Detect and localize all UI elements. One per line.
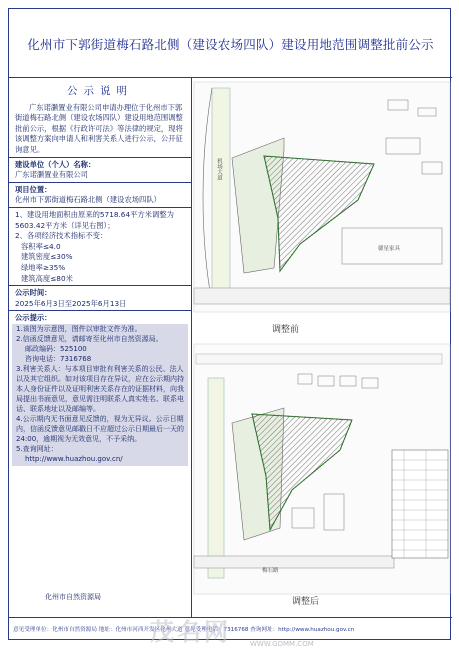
- caption-before: 调整前: [272, 325, 300, 335]
- map-before: [194, 82, 450, 335]
- south-road: [194, 288, 450, 304]
- height-limit-value: 建筑高度≤80米: [21, 273, 73, 283]
- east-road-label: 机场大道: [216, 158, 222, 180]
- green-ratio-value: 绿地率≥35%: [21, 262, 66, 272]
- query-url-link[interactable]: http://www.huazhou.gov.cn/: [25, 454, 123, 463]
- applicant-value: 广东诺灏置业有限公司: [15, 170, 88, 180]
- notice-item: 4.公示期内无书面意见反馈的，视为无异议。公示日期内，信函反馈意见邮戳日不应超过公示日期最后一天的24:00，逾期视为无效意见，不予采纳。: [16, 414, 184, 443]
- coordinate-table: [392, 450, 448, 558]
- project-value: 化州市下郭街道梅石路北侧（建设农场四队）: [15, 195, 161, 205]
- notice-item: 3.利害关系人：与本项目审批有利害关系的公民、法人以及其它组织。如对该项目存在异议，应在公示期内持本人身份证件以及证明利害关系存在的证据材料，向我局提出书面意见，意见需注明联系人真实姓名、联系电话、联系地址以及邮编等。: [16, 364, 184, 413]
- section-title: 公示说明: [67, 85, 133, 97]
- east-road: [212, 88, 230, 298]
- far-value: 容积率≤4.0: [21, 241, 61, 251]
- intro-paragraph: 广东诺灏置业有限公司申请办理位于化州市下郭街道梅石路北侧（建设农场四队）建设用地范围调整批前公示，根据《行政许可法》等法律的规定，现将该调整方案向申请人和利害关系人进行公示，公开征询意见。: [15, 102, 183, 154]
- notice-phone: 咨询电话：7316768: [25, 354, 92, 363]
- authority-name: 化州市自然资源局: [45, 593, 101, 602]
- east-road-after: [208, 378, 224, 578]
- applicant-label: 建设单位（个人）名称：: [15, 159, 96, 169]
- notice-item: 2.信函反馈意见，请邮寄至化州市自然资源局。: [16, 334, 163, 343]
- divider: [9, 182, 191, 183]
- period-label: 公示时间：: [15, 288, 52, 298]
- map-after: [194, 344, 450, 607]
- page-title: 化州市下郭街道梅石路北侧（建设农场四队）建设用地范围调整批前公示: [27, 37, 434, 52]
- site-maps: [192, 77, 452, 618]
- adjustment-item-1: 1、建设用地面积由原来的5718.64平方米调整为5603.42平方米（详见右图）；: [15, 209, 174, 230]
- footer-bar: 意见受理单位：化州市自然资源局 地址：化州市河西开发区化州大道 意见受理电话：7316768 查询网址：http://www.huazhou.gov.cn: [9, 617, 452, 641]
- notice-box: [12, 324, 188, 466]
- adjustment-item-2: 2、各项经济技术指标不变：: [15, 231, 108, 241]
- notice-label: 公示提示：: [15, 313, 52, 323]
- watermark-logo: 茂名网: [150, 618, 231, 646]
- watermark-url: WWW.GDMM.COM: [250, 640, 314, 648]
- notice-text-column: [9, 77, 192, 617]
- south-road-label: 梅石路: [262, 568, 279, 574]
- south-road-after: [194, 556, 394, 568]
- notice-item: 1.该图为示意图，图件以审批文件为准。: [16, 324, 142, 333]
- caption-after: 调整后: [292, 597, 320, 607]
- site-map-drawing: [192, 78, 452, 618]
- density-value: 建筑密度≤30%: [21, 252, 73, 262]
- divider: [9, 207, 191, 208]
- notice-postcode: 邮政编码：525100: [25, 344, 87, 353]
- notice-sheet: [8, 8, 451, 640]
- divider: [9, 310, 191, 311]
- project-label: 项目位置：: [15, 184, 52, 194]
- neighbor-label: 赣星家具: [378, 246, 401, 252]
- divider: [9, 157, 191, 158]
- notice-item: 5.查询网址：: [16, 444, 58, 453]
- period-value: 2025年6月3日至2025年6月13日: [15, 298, 127, 308]
- divider: [9, 285, 191, 286]
